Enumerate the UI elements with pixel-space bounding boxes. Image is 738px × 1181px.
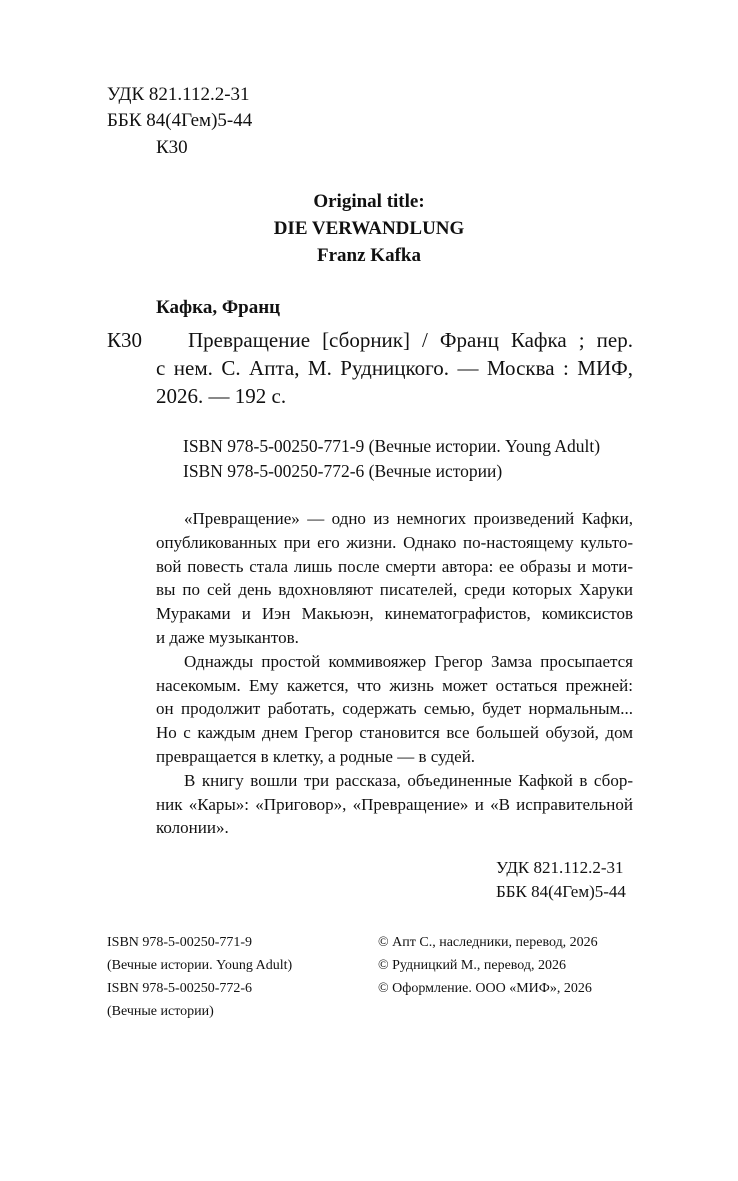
bbk-code-bottom: ББК 84(4Гем)5-44 [496, 882, 626, 901]
annotation-line: и даже музыкантов. [156, 627, 299, 647]
annotation-line: «Превращение» — одно из немногих произведений Кафки, [184, 509, 633, 528]
original-title-label: Original title: [313, 191, 425, 212]
udk-code: УДК 821.112.2-31 [107, 84, 250, 105]
isbn-list [183, 434, 600, 484]
copyright-line: © Оформление. ООО «МИФ», 2026 [378, 981, 592, 996]
footer-isbn-line: (Вечные истории) [107, 1004, 214, 1019]
isbn-line: ISBN 978-5-00250-771-9 (Вечные истории. Young Adult) [183, 436, 601, 456]
footer-isbn-line: ISBN 978-5-00250-771-9 [107, 935, 253, 950]
entry-line: с нем. С. Апта, М. Рудницкого. — Москва : МИФ, [156, 356, 633, 380]
bbk-code: ББК 84(4Гем)5-44 [107, 110, 253, 131]
annotation-line: Однажды простой коммивояжер Грегор Замза просыпается [184, 651, 633, 671]
entry-description [156, 326, 633, 410]
annotation-line: В книгу вошли три рассказа, объединенные Кафкой в сбор- [184, 770, 633, 790]
annotation [156, 507, 633, 840]
annotation-line: Но с каждым днем Грегор становится все большей обузой, дом [156, 723, 633, 743]
entry-code: К30 [107, 328, 143, 352]
annotation-line: колонии». [156, 818, 229, 838]
original-title-block [0, 188, 738, 269]
original-author: Franz Kafka [317, 245, 421, 266]
copyright-line: © Апт С., наследники, перевод, 2026 [378, 935, 598, 950]
annotation-line: ник «Кары»: «Приговор», «Превращение» и «В исправительной [156, 794, 633, 814]
annotation-line: превращается в клетку, а родные — в судей. [156, 746, 476, 766]
footer-isbn-line: ISBN 978-5-00250-772-6 [107, 981, 253, 996]
annotation-line: насекомым. Ему кажется, что жизнь может остаться прежней: [156, 675, 633, 695]
entry-heading: Кафка, Франц [156, 297, 281, 318]
author-mark: К30 [156, 137, 188, 158]
annotation-line: вы по сей день вдохновляют писателей, среди которых Харуки [156, 580, 633, 600]
entry-line: Превращение [сборник] / Франц Кафка ; пер. [188, 328, 633, 352]
footer-isbn-line: (Вечные истории. Young Adult) [107, 958, 293, 973]
isbn-line: ISBN 978-5-00250-772-6 (Вечные истории) [183, 461, 503, 481]
entry-line: 2026. — 192 с. [156, 384, 287, 408]
footer-isbn-column [107, 931, 292, 1023]
copyright-line: © Рудницкий М., перевод, 2026 [378, 958, 567, 973]
original-title: DIE VERWANDLUNG [273, 218, 465, 239]
annotation-line: Мураками и Иэн Макьюэн, кинематографистов, комиксистов [156, 604, 633, 624]
footer-copyright-column [378, 931, 598, 1000]
annotation-line: опубликованных при его жизни. Однако по-настоящему культо- [156, 532, 633, 552]
annotation-line: он продолжит работать, содержать семью, будет нормальным... [156, 699, 633, 719]
udk-code-bottom: УДК 821.112.2-31 [496, 858, 624, 877]
annotation-line: вой повесть стала лишь после смерти автора: ее образы и моти- [156, 556, 633, 576]
